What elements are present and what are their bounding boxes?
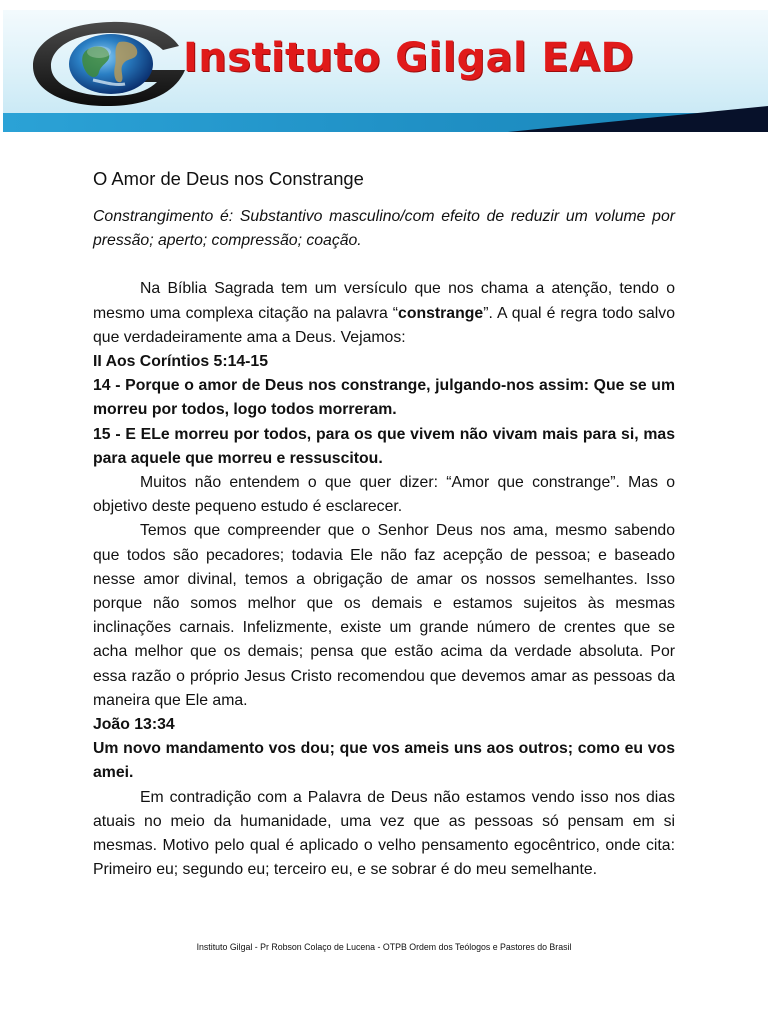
paragraph-2: Muitos não entendem o que quer dizer: “Amor que constrange”. Mas o objetivo deste pequeno estudo é esclarecer. xyxy=(93,474,675,516)
intro-text-after: ”. A qual é regra todo salvo que verdadeiramente ama a Deus. Vejamos: xyxy=(93,304,675,346)
verse-15: 15 - E ELe morreu por todos, para os que vivem não vivam mais para si, mas para aquele que morreu e ressuscitou. xyxy=(93,425,675,467)
globe-g-logo-icon xyxy=(29,20,191,108)
paragraph-4: Em contradição com a Palavra de Deus não estamos vendo isso nos dias atuais no meio da humanidade, uma vez que as pessoas só pensam em si mesmas. Motivo pelo qual é aplicado o velho pensamento egocêntrico, onde cita: Primeiro eu; segundo eu; terceiro eu, e se sobrar é do meu semelhante. xyxy=(93,788,675,879)
paragraph-3: Temos que compreender que o Senhor Deus nos ama, mesmo sabendo que todos são pecadores; todavia Ele não faz acepção de pessoa; e baseado nesse amor divinal, temos a obrigação de amar os nossos semelhantes. Isso porque não somos melhor que os demais e estamos sujeitos às mesmas inclinações carnais. Infelizmente, existe um grande número de crentes que se acha melhor que os demais; pensa que estão acima da verdade absoluta. Por essa razão o próprio Jesus Cristo recomendou que devemos amar as pessoas da maneira que Ele ama. xyxy=(93,522,675,709)
verse-john-13-34: Um novo mandamento vos dou; que vos ameis uns aos outros; como eu vos amei. xyxy=(93,740,675,782)
intro-text-before: Na Bíblia Sagrada tem um versículo que nos chama a atenção, tendo o mesmo uma complexa citação na palavra “ xyxy=(93,280,675,322)
document-title: O Amor de Deus nos Constrange xyxy=(93,168,364,189)
page-footer: Instituto Gilgal - Pr Robson Colaço de Lucena - OTPB Ordem dos Teólogos e Pastores do Brasil xyxy=(196,942,572,952)
definition-paragraph: Constrangimento é: Substantivo masculino/com efeito de reduzir um volume por pressão; aperto; compressão; coação. xyxy=(93,208,675,250)
verse-14: 14 - Porque o amor de Deus nos constrange, julgando-nos assim: Que se um morreu por todos, logo todos morreram. xyxy=(93,377,675,419)
intro-paragraph xyxy=(93,277,675,350)
intro-highlight-word: constrange xyxy=(398,304,484,322)
scripture-reference-corinthians: II Aos Coríntios 5:14-15 xyxy=(93,353,268,371)
scripture-reference-john: João 13:34 xyxy=(93,716,175,734)
document-body xyxy=(93,166,675,882)
institute-title: Instituto Gilgal EAD xyxy=(183,35,635,81)
header-banner xyxy=(3,10,768,132)
